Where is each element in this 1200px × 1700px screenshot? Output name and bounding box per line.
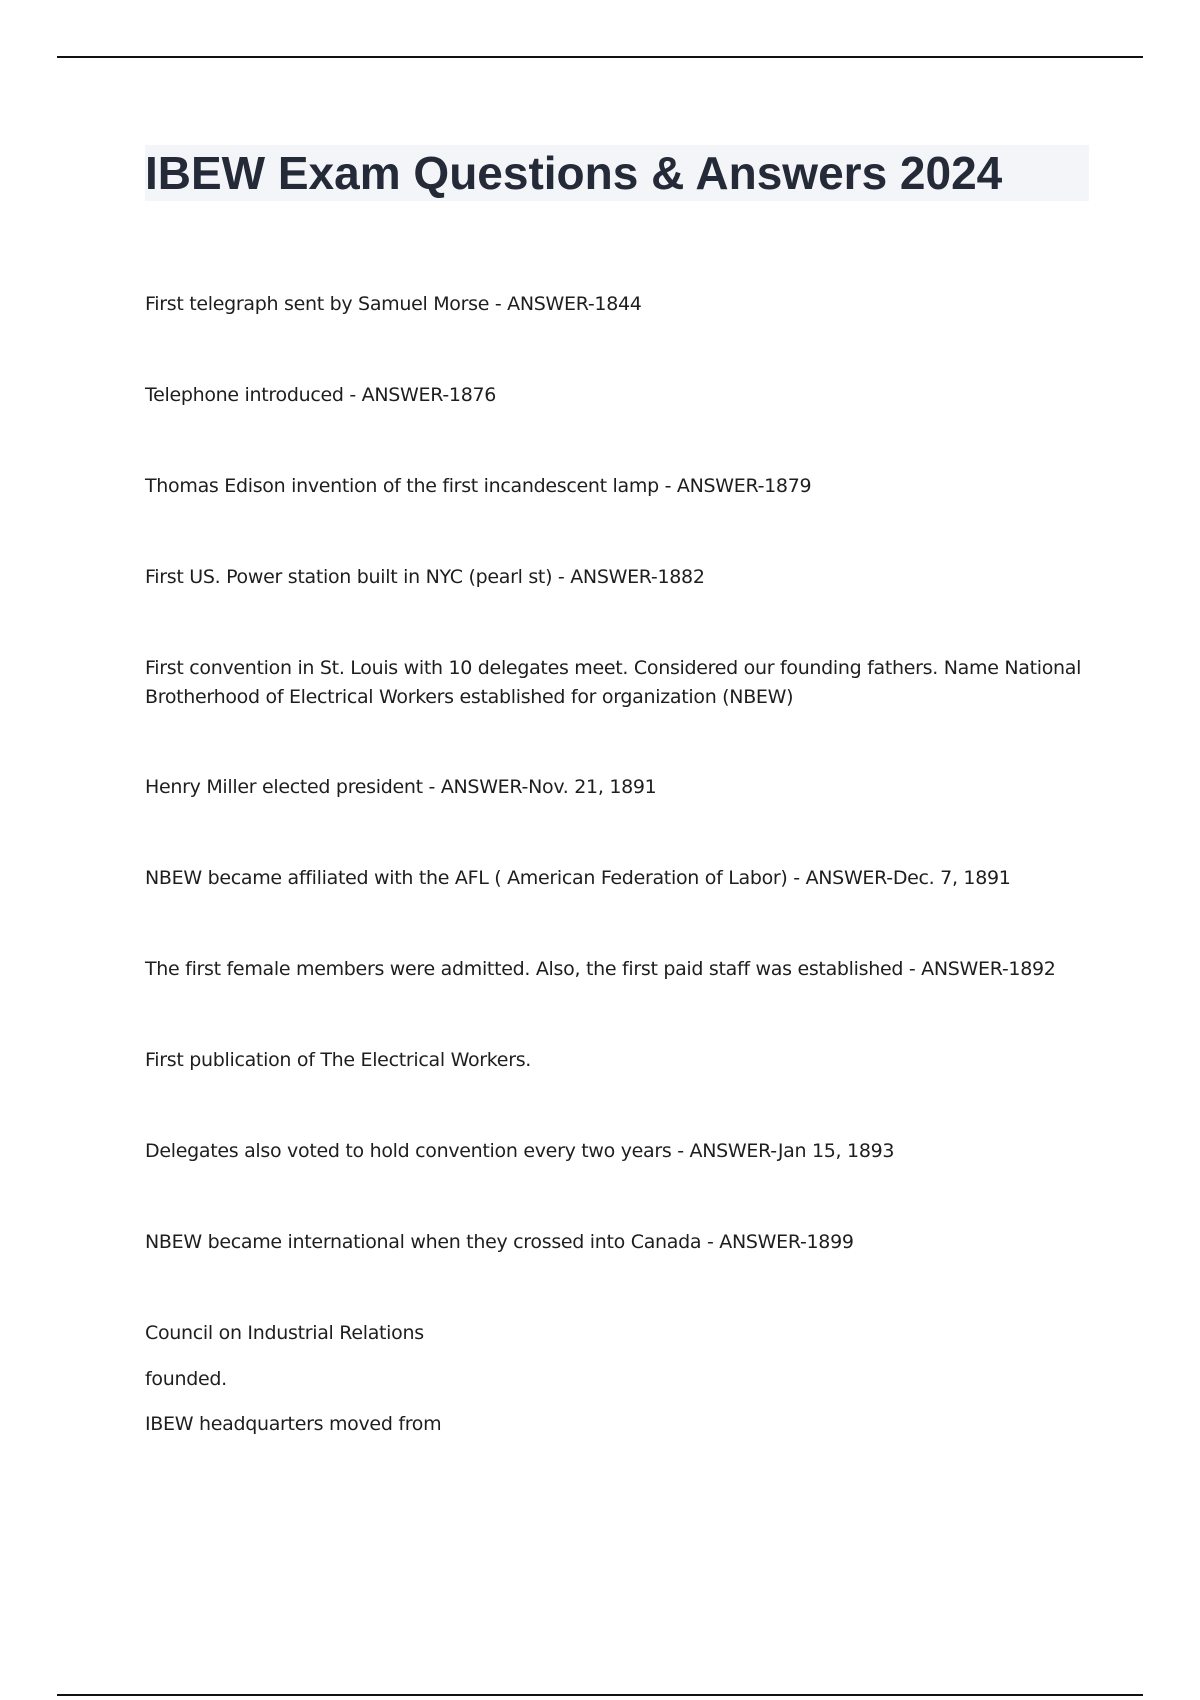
qa-item-henry-miller: Henry Miller elected president - ANSWER-Nov. 21, 1891 (145, 776, 657, 798)
qa-item-power-station: First US. Power station built in NYC (pearl st) - ANSWER-1882 (145, 566, 705, 588)
top-rule (57, 56, 1143, 58)
qa-item-edison-lamp: Thomas Edison invention of the first incandescent lamp - ANSWER-1879 (145, 475, 812, 497)
qa-item-telephone: Telephone introduced - ANSWER-1876 (145, 384, 497, 406)
document-title: IBEW Exam Questions & Answers 2024 (145, 147, 1003, 199)
bottom-rule (57, 1694, 1143, 1696)
qa-item-founded: founded. (145, 1368, 227, 1390)
qa-item-female-members: The first female members were admitted. Also, the first paid staff was established - ANSWER-1892 (145, 958, 1056, 980)
qa-item-first-publication: First publication of The Electrical Workers. (145, 1049, 532, 1071)
qa-item-headquarters-moved: IBEW headquarters moved from (145, 1413, 442, 1435)
qa-item-telegraph: First telegraph sent by Samuel Morse - ANSWER-1844 (145, 293, 642, 315)
qa-item-convention-every-two-years: Delegates also voted to hold convention every two years - ANSWER-Jan 15, 1893 (145, 1140, 895, 1162)
qa-item-first-convention: First convention in St. Louis with 10 delegates meet. Considered our founding fathers. Name National Brotherhood of Electrical Workers established for organization (NBEW) (145, 657, 1082, 708)
qa-item-afl-affiliation: NBEW became affiliated with the AFL ( American Federation of Labor) - ANSWER-Dec. 7, 1891 (145, 867, 1011, 889)
qa-item-council-industrial-relations: Council on Industrial Relations (145, 1322, 424, 1344)
qa-item-international: NBEW became international when they crossed into Canada - ANSWER-1899 (145, 1231, 854, 1253)
